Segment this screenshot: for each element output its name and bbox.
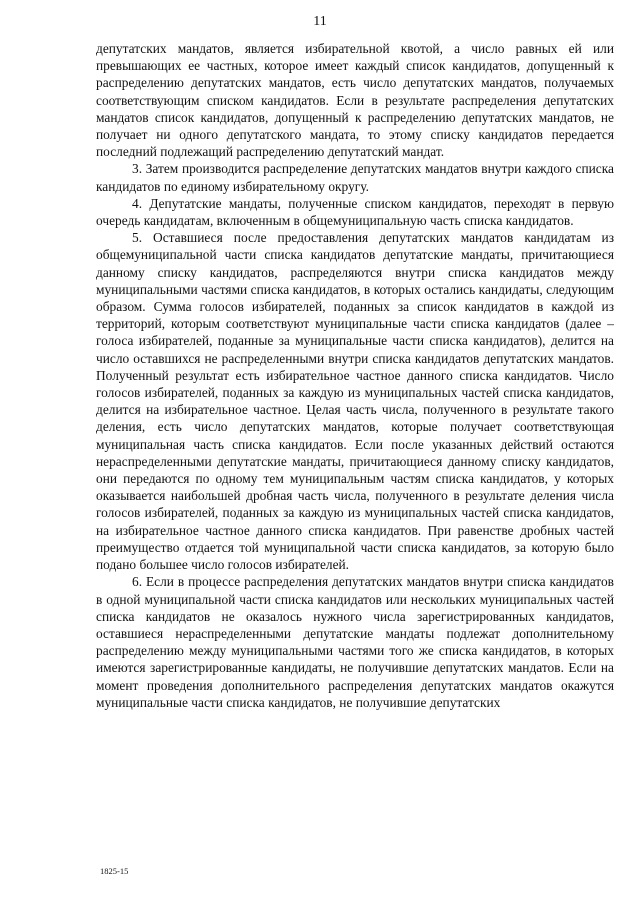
paragraph-item-3: 3. Затем производится распределение депутатских мандатов внутри каждого списка кандидатов по единому избирательному округу. — [96, 161, 614, 194]
document-code: 1825-15 — [100, 866, 129, 876]
body-text — [96, 40, 614, 711]
paragraph-item-5: 5. Оставшиеся после предоставления депутатских мандатов кандидатам из общемуниципальной части списка кандидатов депутатские мандаты, причитающиеся данному списку кандидатов, распределяются внутри списка кандидатов между муниципальными частями списка кандидатов, в которых остались кандидаты, следующим образом. Сумма голосов избирателей, поданных за список кандидатов в каждой из территорий, которым соответствуют муниципальные части списка кандидатов (далее – голоса избирателей, поданные за муниципальные части списка кандидатов), делится на число оставшихся не распределенными внутри списка кандидатов депутатских мандатов. Полученный результат есть избирательное частное данного списка кандидатов. Число голосов избирателей, поданных за каждую из муниципальных частей списка кандидатов, делится на избирательное частное. Целая часть числа, полученного в результате такого деления, есть число депутатских мандатов, которые получает соответствующая муниципальная часть списка кандидатов. Если после указанных действий остаются нераспределенными депутатские мандаты, причитающиеся данному списку кандидатов, они передаются по одному тем муниципальным частям списка кандидатов, у которых оказывается наибольшей дробная часть числа, полученного в результате деления числа голосов избирателей, поданных за каждую из муниципальных частей списка кандидатов, на избирательное частное данного списка кандидатов. При равенстве дробных частей преимущество отдается той муниципальной части списка кандидатов, за которую было подано большее число голосов избирателей. — [96, 230, 614, 573]
page-number: 11 — [313, 14, 327, 29]
paragraph-item-4: 4. Депутатские мандаты, полученные списком кандидатов, переходят в первую очередь кандидатам, включенным в общемуниципальную часть списка кандидатов. — [96, 195, 614, 229]
paragraph-item-6: 6. Если в процессе распределения депутатских мандатов внутри списка кандидатов в одной муниципальной части списка кандидатов или нескольких муниципальных частей списка кандидатов не оказалось нужного числа зарегистрированных кандидатов, оставшиеся нераспределенными депутатские мандаты подлежат дополнительному распределению между муниципальными частями того же списка кандидатов, в которых имеются зарегистрированные кандидаты, не получившие депутатских мандатов. Если на момент проведения дополнительного распределения депутатских мандатов окажутся муниципальные части списка кандидатов, не получившие депутатских — [96, 574, 614, 710]
paragraph-continuation: депутатских мандатов, является избирательной квотой, а число равных ей или превышающих ее частных, которое имеет каждый список кандидатов, допущенный к распределению депутатских мандатов, есть число депутатских мандатов, получаемых соответствующим списком кандидатов. Если в результате распределения депутатских мандатов список кандидатов, допущенный к распределению депутатских мандатов, не получает ни одного депутатского мандата, то этому списку кандидатов передается последний подлежащий распределению депутатский мандат. — [96, 41, 614, 160]
